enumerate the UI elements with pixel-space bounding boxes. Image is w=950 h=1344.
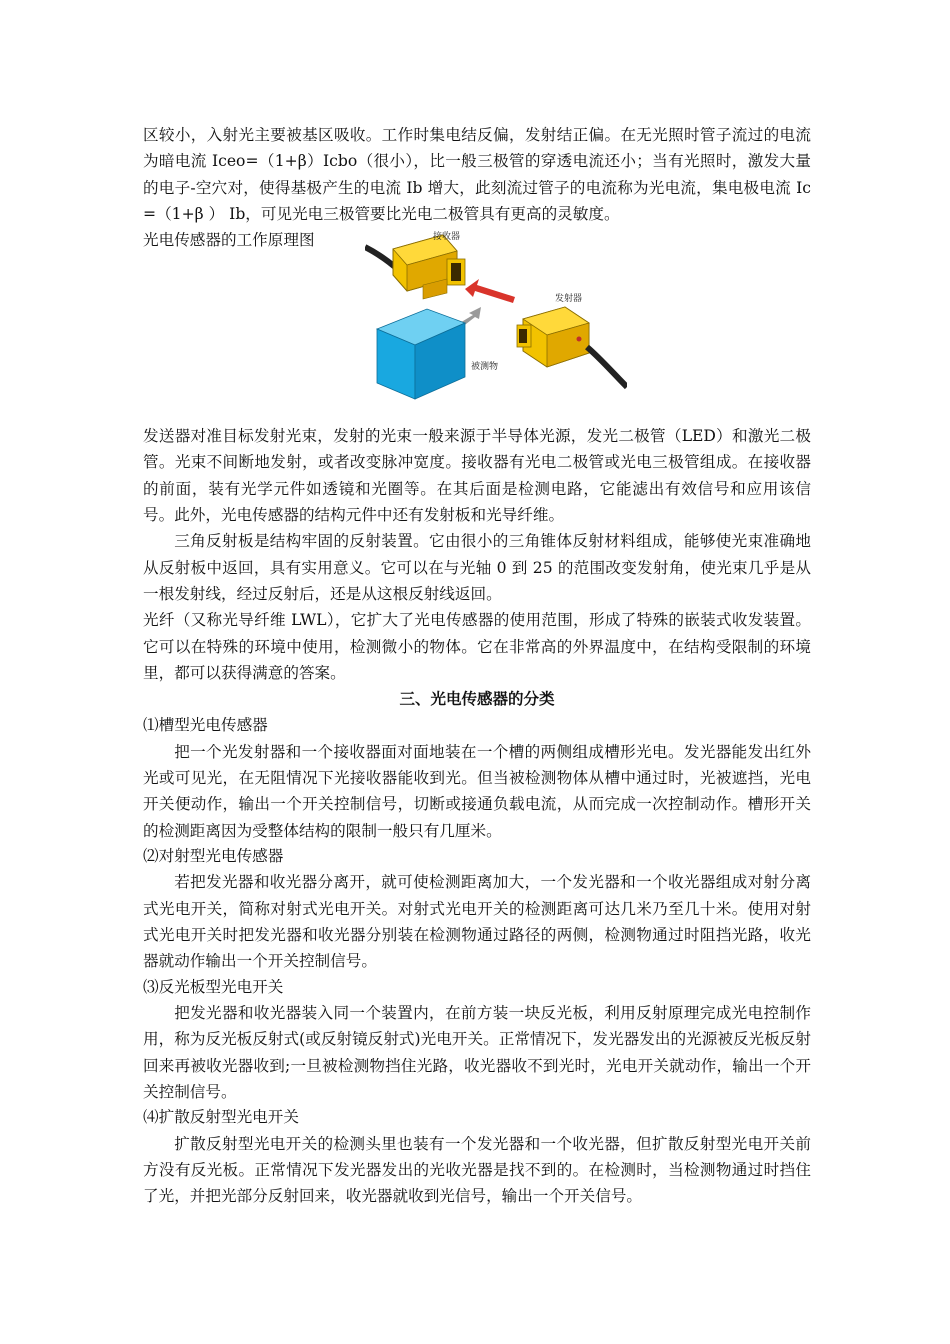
paragraph-reflector: 三角反射板是结构牢固的反射装置。它由很小的三角锥体反射材料组成，能够使光束准确地从反射板中返回，具有实用意义。它可以在与光轴 0 到 25 的范围改变发射角，使光束几乎是从一根发射线，经过反射后，还是从这根反射线返回。 [143,532,811,603]
paragraph-emitter-receiver: 发送器对准目标发射光束，发射的光束一般来源于半导体光源，发光二极管（LED）和激光二极管。光束不间断地发射，或者改变脉冲宽度。接收器有光电二极管或光电三极管组成。在接收器的前面，装有光学元件如透镜和光圈等。在其后面是检测电路，它能滤出有效信号和应用该信号。此外，光电传感器的结构元件中还有发射板和光导纤维。 [143,427,811,525]
sensor-principle-figure [365,227,627,415]
section-3-title: ⑶反光板型光电开关 [143,977,284,996]
figure-caption: 光电传感器的工作原理图 [143,231,315,250]
paragraph-phototransistor: 区较小，入射光主要被基区吸收。工作时集电结反偏，发射结正偏。在无光照时管子流过的电流为暗电流 Iceo=（1+β）Icbo（很小），比一般三极管的穿透电流还小；当有光照时，激发大量的电子-空穴对，使得基极产生的电流 Ib 增大，此刻流过管子的电流称为光电流，集电极电流 Ic=（1+β ） Ib，可见光电三极管要比光电二极管具有更高的灵敏度。 [143,126,811,223]
emitter-cable [587,347,627,387]
emitter-led [577,337,582,342]
receiver-cable [365,247,395,267]
section-1-title: ⑴槽型光电传感器 [143,716,268,735]
emitter-lens [519,329,527,343]
section-heading: 三、光电传感器的分类 [399,690,555,709]
receiver-label: 接收器 [433,232,461,243]
section-2-title: ⑵对射型光电传感器 [143,846,284,865]
section-1-body: 把一个光发射器和一个接收器面对面地装在一个槽的两侧组成槽形光电。发光器能发出红外光或可见光，在无阻情况下光接收器能收到光。但当被检测物体从槽中通过时，光被遮挡，光电开关便动作，输出一个开关控制信号，切断或接通负载电流，从而完成一次控制动作。槽形开关的检测距离因为受整体结构的限制一般只有几厘米。 [143,742,811,840]
figure-row [143,227,811,423]
section-2-body: 若把发光器和收光器分离开，就可使检测距离加大，一个发光器和一个收光器组成对射分离式光电开关，简称对射式光电开关。对射式光电开关的检测距离可达几米乃至几十米。使用对射式光电开关时把发光器和收光器分别装在检测物通过路径的两侧，检测物通过时阻挡光路，收光器就动作输出一个开关控制信号。 [143,873,811,971]
section-3-body: 把发光器和收光器装入同一个装置内，在前方装一块反光板，利用反射原理完成光电控制作用，称为反光板反射式(或反射镜反射式)光电开关。正常情况下，发光器发出的光源被反光板反射回来再被收光器收到;一旦被检测物挡住光路，收光器收不到光时，光电开关就动作，输出一个开关控制信号。 [143,1004,811,1101]
receiver-lens [451,263,461,281]
emitter-label: 发射器 [555,294,583,305]
sensor-diagram [365,227,627,415]
red-arrow [465,279,515,303]
paragraph-optical-fiber: 光纤（又称光导纤维 LWL），它扩大了光电传感器的使用范围，形成了特殊的嵌装式收发装置。它可以在特殊的环境中使用，检测微小的物体。它在非常高的外界温度中，在结构受限制的环境里，都可以获得满意的答案。 [143,611,811,682]
section-4-title: ⑷扩散反射型光电开关 [143,1108,299,1127]
object-label: 被测物 [471,362,499,373]
document-page [143,122,811,1210]
section-4-body: 扩散反射型光电开关的检测头里也装有一个发光器和一个收光器，但扩散反射型光电开关前方没有反光板。正常情况下发光器发出的光收光器是找不到的。在检测时，当检测物通过时挡住了光，并把光部分反射回来，收光器就收到光信号，输出一个开关信号。 [143,1134,811,1206]
